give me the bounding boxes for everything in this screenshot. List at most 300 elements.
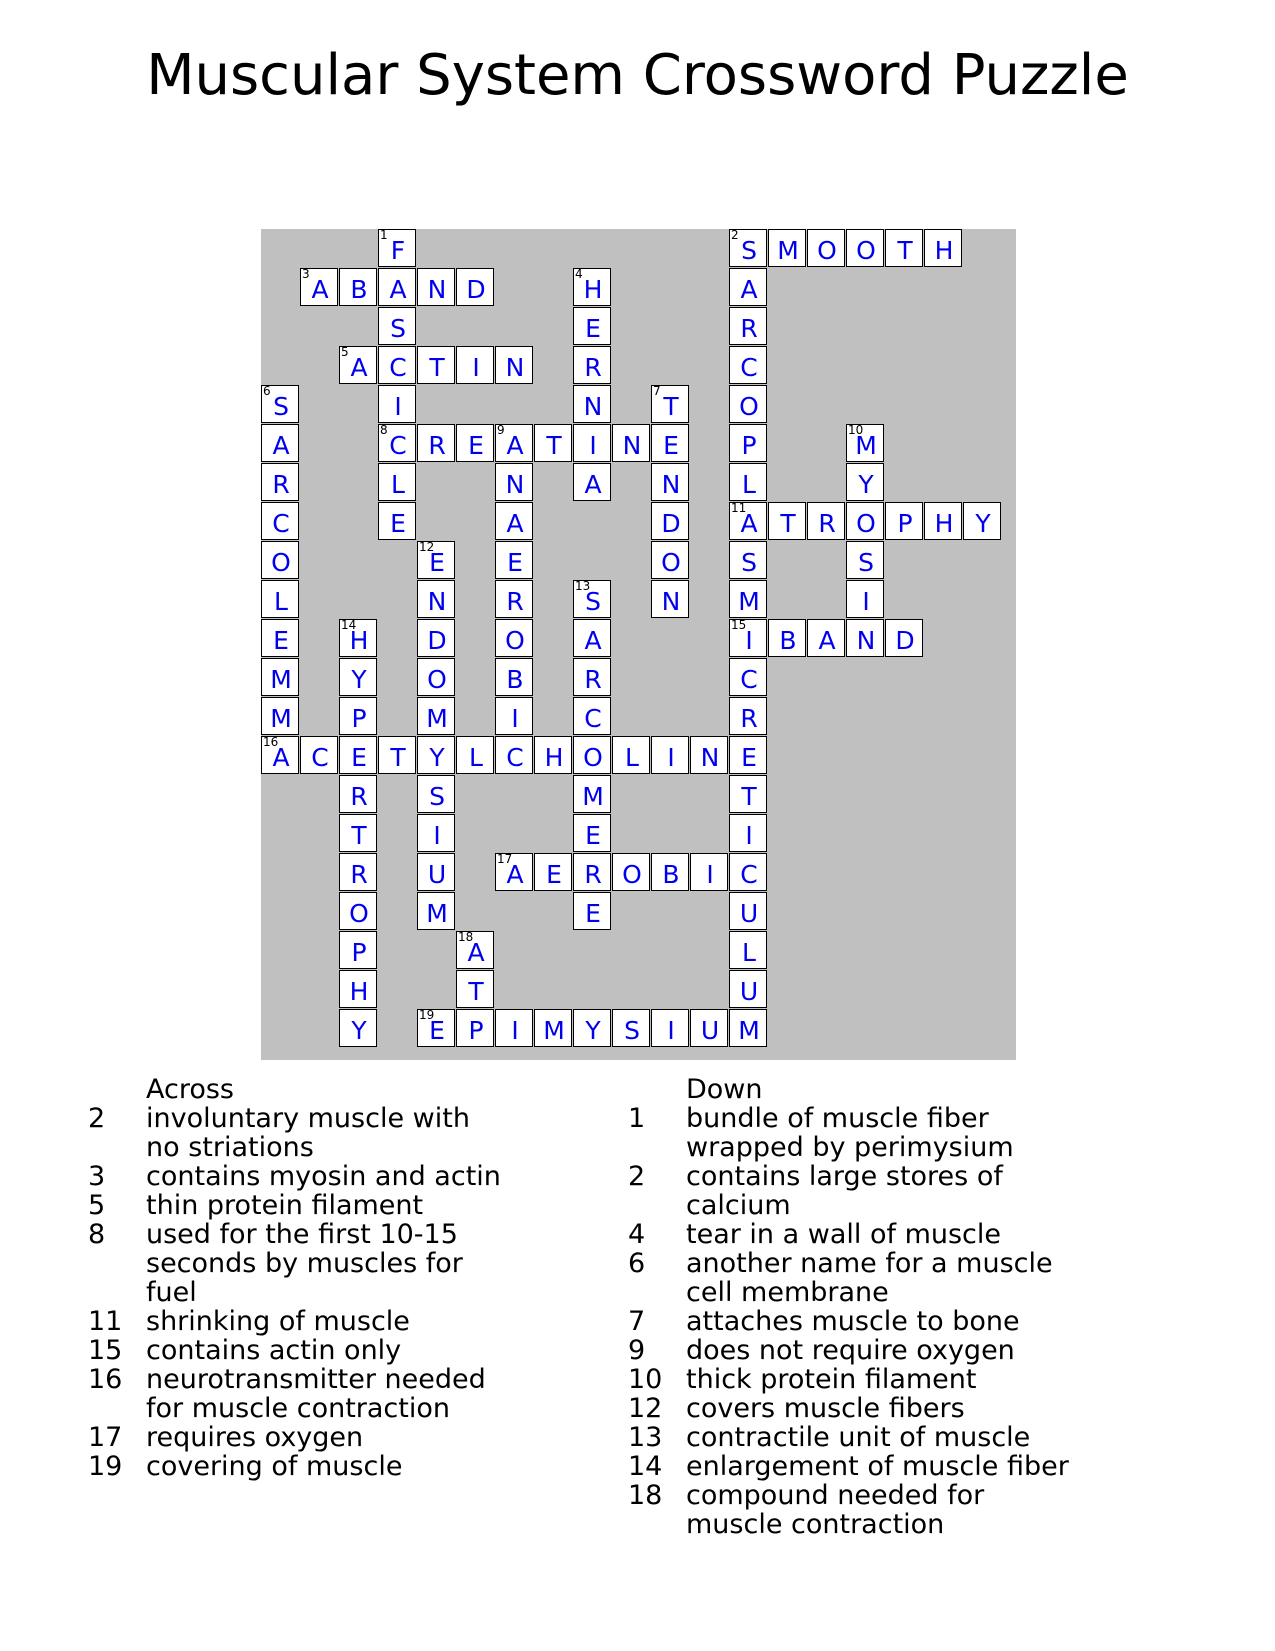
grid-cell[interactable]: [378, 502, 416, 540]
cell-letter: E: [273, 626, 289, 655]
grid-cell[interactable]: [846, 580, 884, 618]
crossword-grid: [261, 229, 1016, 1060]
grid-cell[interactable]: [534, 1009, 572, 1047]
grid-cell[interactable]: [885, 502, 923, 540]
grid-cell[interactable]: [495, 736, 533, 774]
cell-letter: T: [429, 353, 445, 382]
grid-cell[interactable]: [495, 619, 533, 657]
clue-item-text: tear in a wall of muscle: [686, 1219, 1002, 1250]
cell-letter: L: [274, 587, 288, 616]
grid-cell[interactable]: [690, 736, 728, 774]
cell-letter: N: [505, 353, 525, 382]
grid-cell[interactable]: [417, 541, 455, 579]
grid-cell[interactable]: [300, 268, 338, 306]
cell-letter: R: [506, 587, 524, 616]
grid-cell[interactable]: [768, 229, 806, 267]
grid-cell[interactable]: [495, 424, 533, 462]
grid-cell[interactable]: [846, 502, 884, 540]
clue-item-number: 11: [88, 1306, 123, 1337]
grid-cell[interactable]: [495, 541, 533, 579]
grid-cell[interactable]: [690, 853, 728, 891]
clue-number: 1: [380, 228, 388, 242]
cell-letter: Y: [351, 665, 367, 694]
cell-letter: D: [427, 626, 447, 655]
grid-cell[interactable]: [807, 229, 845, 267]
cell-letter: T: [468, 977, 484, 1006]
cell-letter: P: [741, 431, 757, 460]
clue-number: 12: [419, 540, 435, 554]
grid-cell[interactable]: [807, 502, 845, 540]
grid-cell[interactable]: [612, 736, 650, 774]
cell-letter: H: [349, 977, 369, 1006]
grid-cell[interactable]: [729, 970, 767, 1008]
clue-item-text: contains actin only: [146, 1335, 402, 1366]
grid-cell[interactable]: [729, 580, 767, 618]
grid-cell[interactable]: [378, 424, 416, 462]
cell-letter: E: [546, 860, 562, 889]
grid-cell[interactable]: [729, 853, 767, 891]
grid-cell[interactable]: [768, 619, 806, 657]
clue-number: 18: [458, 930, 474, 944]
grid-cell[interactable]: [339, 931, 377, 969]
cell-letter: M: [426, 704, 448, 733]
grid-cell[interactable]: [729, 736, 767, 774]
grid-cell[interactable]: [456, 736, 494, 774]
cell-letter: I: [433, 821, 441, 850]
grid-cell[interactable]: [729, 463, 767, 501]
cell-letter: A: [272, 431, 290, 460]
grid-cell[interactable]: [261, 658, 299, 696]
cell-letter: E: [429, 548, 445, 577]
grid-cell[interactable]: [651, 580, 689, 618]
grid-cell[interactable]: [339, 658, 377, 696]
cell-letter: Y: [975, 509, 991, 538]
grid-cell[interactable]: [573, 1009, 611, 1047]
clue-item-text: neurotransmitter needed for muscle contraction: [146, 1364, 486, 1424]
grid-cell[interactable]: [612, 424, 650, 462]
grid-cell[interactable]: [495, 463, 533, 501]
grid-cell[interactable]: [573, 736, 611, 774]
cell-letter: C: [389, 353, 407, 382]
grid-cell[interactable]: [417, 580, 455, 618]
clue-item-number: 15: [88, 1335, 123, 1366]
grid-cell[interactable]: [417, 658, 455, 696]
grid-cell[interactable]: [378, 385, 416, 423]
clue-number: 4: [575, 267, 583, 281]
cell-letter: E: [429, 1016, 445, 1045]
cell-letter: A: [740, 509, 758, 538]
clue-item-number: 14: [628, 1451, 663, 1482]
cell-letter: R: [818, 509, 836, 538]
cell-letter: S: [390, 314, 406, 343]
cell-letter: M: [426, 899, 448, 928]
grid-cell[interactable]: [261, 736, 299, 774]
cell-letter: H: [544, 743, 564, 772]
clue-number: 5: [341, 345, 349, 359]
clue-number: 6: [263, 384, 271, 398]
clue-item-number: 8: [88, 1219, 106, 1250]
grid-cell[interactable]: [261, 385, 299, 423]
cell-letter: R: [740, 704, 758, 733]
clue-number: 17: [497, 852, 513, 866]
cell-letter: A: [818, 626, 836, 655]
cell-letter: A: [311, 275, 329, 304]
clue-item-number: 19: [88, 1451, 123, 1482]
grid-cell[interactable]: [378, 463, 416, 501]
clue-item-number: 12: [628, 1393, 663, 1424]
clue-item-number: 5: [88, 1190, 106, 1221]
clue-item-text: shrinking of muscle: [146, 1306, 410, 1337]
cell-letter: B: [350, 275, 368, 304]
cell-letter: S: [429, 782, 445, 811]
grid-cell[interactable]: [339, 619, 377, 657]
grid-cell[interactable]: [339, 814, 377, 852]
cell-letter: S: [585, 587, 601, 616]
clue-item-number: 16: [88, 1364, 123, 1395]
clue-item-number: 17: [88, 1422, 123, 1453]
cell-letter: R: [350, 782, 368, 811]
grid-cell[interactable]: [378, 268, 416, 306]
cell-letter: S: [273, 392, 289, 421]
down-heading: Down: [686, 1074, 763, 1105]
grid-cell[interactable]: [729, 424, 767, 462]
grid-cell[interactable]: [339, 970, 377, 1008]
cell-letter: N: [661, 470, 681, 499]
cell-letter: N: [856, 626, 876, 655]
grid-cell[interactable]: [339, 775, 377, 813]
grid-cell[interactable]: [261, 502, 299, 540]
grid-cell[interactable]: [495, 502, 533, 540]
clue-item-text: requires oxygen: [146, 1422, 364, 1453]
cell-letter: H: [934, 509, 954, 538]
grid-cell[interactable]: [417, 424, 455, 462]
grid-cell[interactable]: [846, 463, 884, 501]
cell-letter: M: [738, 587, 760, 616]
cell-letter: M: [855, 431, 877, 460]
clue-item-number: 2: [88, 1103, 106, 1134]
grid-cell[interactable]: [651, 853, 689, 891]
cell-letter: H: [349, 626, 369, 655]
grid-cell[interactable]: [690, 1009, 728, 1047]
clue-item-number: 9: [628, 1335, 646, 1366]
cell-letter: B: [662, 860, 680, 889]
cell-letter: O: [817, 236, 837, 265]
grid-cell[interactable]: [729, 346, 767, 384]
cell-letter: M: [543, 1016, 565, 1045]
grid-cell[interactable]: [729, 775, 767, 813]
cell-letter: R: [740, 314, 758, 343]
grid-cell[interactable]: [846, 541, 884, 579]
cell-letter: C: [740, 860, 758, 889]
cell-letter: R: [272, 470, 290, 499]
cell-letter: A: [350, 353, 368, 382]
cell-letter: Y: [858, 470, 874, 499]
grid-cell[interactable]: [924, 229, 962, 267]
grid-cell[interactable]: [729, 268, 767, 306]
clue-number: 11: [731, 501, 747, 515]
grid-cell[interactable]: [495, 658, 533, 696]
clue-number: 16: [263, 735, 279, 749]
clue-item-text: covers muscle fibers: [686, 1393, 965, 1424]
cell-letter: T: [390, 743, 406, 772]
clue-item-text: thick protein filament: [686, 1364, 977, 1395]
cell-letter: P: [468, 1016, 484, 1045]
cell-letter: O: [427, 665, 447, 694]
clue-item-number: 10: [628, 1364, 663, 1395]
cell-letter: O: [856, 509, 876, 538]
grid-cell[interactable]: [573, 658, 611, 696]
cell-letter: M: [270, 704, 292, 733]
grid-cell[interactable]: [339, 892, 377, 930]
cell-letter: M: [270, 665, 292, 694]
grid-cell[interactable]: [729, 619, 767, 657]
cell-letter: R: [584, 665, 602, 694]
cell-letter: E: [585, 821, 601, 850]
cell-letter: T: [780, 509, 796, 538]
grid-cell[interactable]: [456, 970, 494, 1008]
clue-number: 13: [575, 579, 591, 593]
grid-cell[interactable]: [261, 463, 299, 501]
grid-cell[interactable]: [651, 463, 689, 501]
cell-letter: I: [667, 743, 675, 772]
grid-cell[interactable]: [261, 424, 299, 462]
cell-letter: R: [350, 860, 368, 889]
cell-letter: T: [351, 821, 367, 850]
cell-letter: C: [272, 509, 290, 538]
grid-cell[interactable]: [417, 268, 455, 306]
clue-item-text: compound needed for muscle contraction: [686, 1480, 985, 1540]
grid-cell[interactable]: [963, 502, 1001, 540]
grid-cell[interactable]: [573, 775, 611, 813]
cell-letter: A: [506, 431, 524, 460]
grid-cell[interactable]: [651, 541, 689, 579]
cell-letter: O: [271, 548, 291, 577]
cell-letter: O: [505, 626, 525, 655]
clue-item-text: covering of muscle: [146, 1451, 403, 1482]
grid-cell[interactable]: [573, 580, 611, 618]
grid-cell[interactable]: [495, 580, 533, 618]
grid-cell[interactable]: [300, 736, 338, 774]
grid-cell[interactable]: [417, 775, 455, 813]
cell-letter: T: [741, 782, 757, 811]
cell-letter: Y: [351, 1016, 367, 1045]
grid-cell[interactable]: [417, 346, 455, 384]
grid-cell[interactable]: [612, 1009, 650, 1047]
cell-letter: I: [472, 353, 480, 382]
clue-number: 3: [302, 267, 310, 281]
grid-cell[interactable]: [534, 853, 572, 891]
grid-cell[interactable]: [729, 892, 767, 930]
grid-cell[interactable]: [729, 385, 767, 423]
cell-letter: F: [390, 236, 406, 265]
grid-cell[interactable]: [651, 385, 689, 423]
grid-cell[interactable]: [261, 580, 299, 618]
cell-letter: A: [467, 938, 485, 967]
grid-cell[interactable]: [339, 697, 377, 735]
cell-letter: A: [272, 743, 290, 772]
cell-letter: B: [506, 665, 524, 694]
clue-item-number: 6: [628, 1248, 646, 1279]
cell-letter: R: [428, 431, 446, 460]
grid-cell[interactable]: [456, 931, 494, 969]
grid-cell[interactable]: [456, 268, 494, 306]
grid-cell[interactable]: [846, 229, 884, 267]
grid-cell[interactable]: [573, 814, 611, 852]
cell-letter: M: [777, 236, 799, 265]
grid-cell[interactable]: [924, 502, 962, 540]
grid-cell[interactable]: [261, 619, 299, 657]
grid-cell[interactable]: [573, 853, 611, 891]
cell-letter: C: [311, 743, 329, 772]
grid-cell[interactable]: [729, 1009, 767, 1047]
clue-number: 2: [731, 228, 739, 242]
cell-letter: O: [739, 392, 759, 421]
cell-letter: C: [389, 431, 407, 460]
grid-cell[interactable]: [495, 853, 533, 891]
clue-item-text: enlargement of muscle fiber: [686, 1451, 1069, 1482]
cell-letter: I: [745, 821, 753, 850]
grid-cell[interactable]: [807, 619, 845, 657]
grid-cell[interactable]: [534, 424, 572, 462]
grid-cell[interactable]: [417, 1009, 455, 1047]
grid-cell[interactable]: [378, 229, 416, 267]
clue-number: 14: [341, 618, 357, 632]
grid-cell[interactable]: [339, 268, 377, 306]
grid-cell[interactable]: [417, 853, 455, 891]
cell-letter: Y: [429, 743, 445, 772]
grid-cell[interactable]: [417, 892, 455, 930]
clue-item-number: 18: [628, 1480, 663, 1511]
grid-cell[interactable]: [885, 229, 923, 267]
grid-cell[interactable]: [651, 736, 689, 774]
cell-letter: E: [585, 899, 601, 928]
grid-cell[interactable]: [495, 697, 533, 735]
cell-letter: D: [466, 275, 486, 304]
cell-letter: B: [779, 626, 797, 655]
cell-letter: P: [351, 704, 367, 733]
cell-letter: H: [583, 275, 603, 304]
cell-letter: C: [584, 704, 602, 733]
cell-letter: N: [505, 470, 525, 499]
cell-letter: N: [661, 587, 681, 616]
grid-cell[interactable]: [846, 424, 884, 462]
cell-letter: U: [739, 977, 759, 1006]
grid-cell[interactable]: [339, 1009, 377, 1047]
grid-cell[interactable]: [573, 892, 611, 930]
clue-item-number: 4: [628, 1219, 646, 1250]
cell-letter: A: [389, 275, 407, 304]
cell-letter: Y: [585, 1016, 601, 1045]
cell-letter: E: [585, 314, 601, 343]
grid-cell[interactable]: [417, 814, 455, 852]
clue-number: 8: [380, 423, 388, 437]
cell-letter: L: [742, 470, 756, 499]
grid-cell[interactable]: [573, 463, 611, 501]
cell-letter: I: [394, 392, 402, 421]
grid-cell[interactable]: [456, 346, 494, 384]
cell-letter: N: [583, 392, 603, 421]
grid-cell[interactable]: [573, 346, 611, 384]
clue-item-text: attaches muscle to bone: [686, 1306, 1020, 1337]
grid-cell[interactable]: [729, 658, 767, 696]
clue-item-text: thin protein filament: [146, 1190, 424, 1221]
grid-cell[interactable]: [729, 541, 767, 579]
grid-cell[interactable]: [573, 307, 611, 345]
grid-cell[interactable]: [651, 502, 689, 540]
grid-cell[interactable]: [534, 736, 572, 774]
grid-cell[interactable]: [378, 307, 416, 345]
clue-number: 7: [653, 384, 661, 398]
cell-letter: E: [390, 509, 406, 538]
grid-cell[interactable]: [573, 697, 611, 735]
cell-letter: I: [511, 704, 519, 733]
page-title: Muscular System Crossword Puzzle: [146, 43, 1129, 108]
grid-cell[interactable]: [846, 619, 884, 657]
grid-cell[interactable]: [378, 346, 416, 384]
grid-cell[interactable]: [573, 268, 611, 306]
grid-cell[interactable]: [417, 736, 455, 774]
cell-letter: A: [506, 509, 524, 538]
cell-letter: I: [745, 626, 753, 655]
grid-cell[interactable]: [729, 697, 767, 735]
cell-letter: L: [391, 470, 405, 499]
cell-letter: O: [349, 899, 369, 928]
grid-cell[interactable]: [573, 619, 611, 657]
grid-cell[interactable]: [339, 853, 377, 891]
cell-letter: T: [546, 431, 562, 460]
grid-cell[interactable]: [495, 1009, 533, 1047]
grid-cell[interactable]: [729, 814, 767, 852]
grid-cell[interactable]: [729, 229, 767, 267]
grid-cell[interactable]: [573, 424, 611, 462]
grid-cell[interactable]: [651, 1009, 689, 1047]
grid-cell[interactable]: [261, 697, 299, 735]
cell-letter: M: [738, 1016, 760, 1045]
grid-cell[interactable]: [612, 853, 650, 891]
grid-cell[interactable]: [729, 502, 767, 540]
clue-item-number: 3: [88, 1161, 106, 1192]
clue-item-text: contractile unit of muscle: [686, 1422, 1031, 1453]
cell-letter: A: [584, 470, 602, 499]
grid-cell[interactable]: [456, 424, 494, 462]
clue-number: 9: [497, 423, 505, 437]
grid-cell[interactable]: [339, 736, 377, 774]
cell-letter: N: [700, 743, 720, 772]
grid-cell[interactable]: [573, 385, 611, 423]
grid-cell[interactable]: [885, 619, 923, 657]
grid-cell[interactable]: [261, 541, 299, 579]
grid-cell[interactable]: [417, 697, 455, 735]
cell-letter: R: [584, 353, 602, 382]
grid-cell[interactable]: [768, 502, 806, 540]
grid-cell[interactable]: [378, 736, 416, 774]
cell-letter: N: [427, 275, 447, 304]
cell-letter: M: [582, 782, 604, 811]
clue-item-text: bundle of muscle fiber wrapped by perimysium: [686, 1103, 1014, 1163]
grid-cell[interactable]: [651, 424, 689, 462]
grid-cell[interactable]: [339, 346, 377, 384]
grid-cell[interactable]: [417, 619, 455, 657]
cell-letter: I: [589, 431, 597, 460]
grid-cell[interactable]: [495, 346, 533, 384]
grid-cell[interactable]: [729, 307, 767, 345]
cell-letter: T: [897, 236, 913, 265]
grid-cell[interactable]: [729, 931, 767, 969]
cell-letter: E: [468, 431, 484, 460]
grid-cell[interactable]: [456, 1009, 494, 1047]
cell-letter: O: [622, 860, 642, 889]
cell-letter: D: [661, 509, 681, 538]
